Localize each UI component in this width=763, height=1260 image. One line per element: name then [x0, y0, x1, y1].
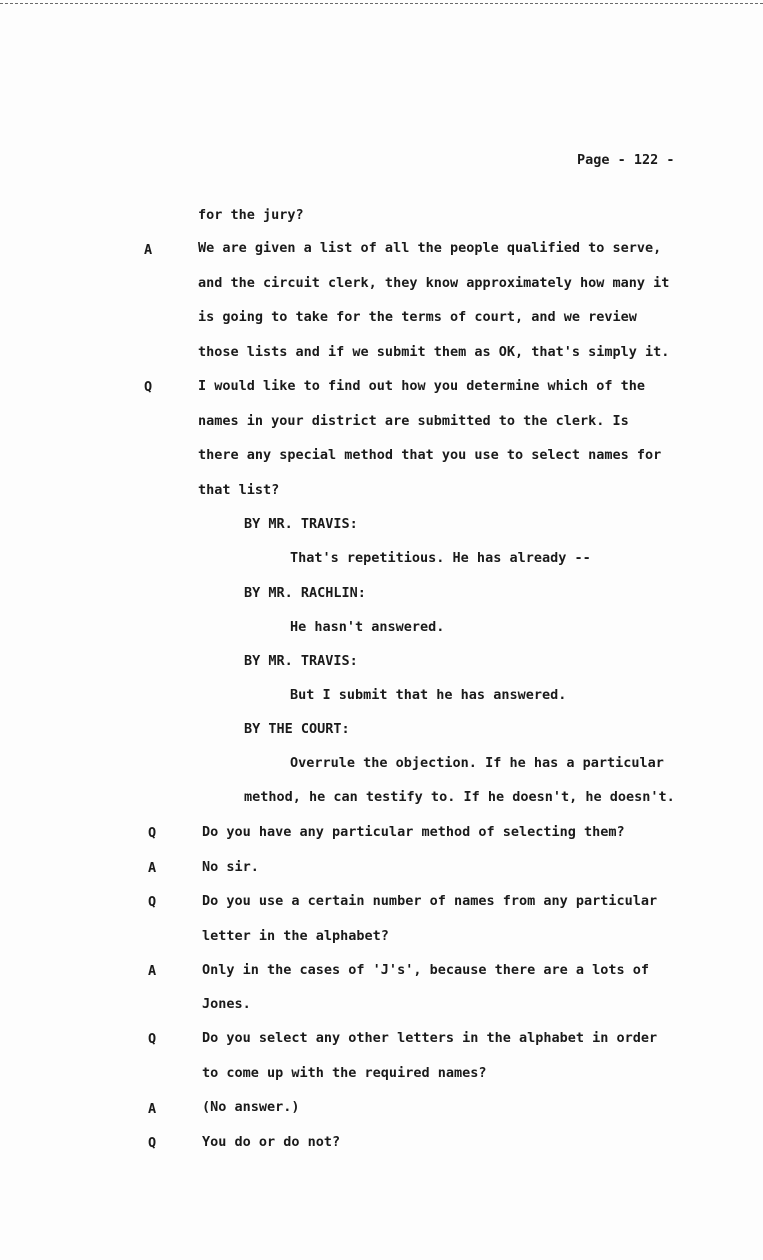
transcript-line: You do or do not?	[202, 1134, 341, 1150]
transcript-line: Do you select any other letters in the alphabet in order	[202, 1030, 658, 1046]
transcript-line: Overrule the objection. If he has a particular	[290, 755, 664, 771]
speaker-marker: A	[144, 242, 153, 258]
transcript-line: But I submit that he has answered.	[290, 687, 567, 703]
speaker-marker: Q	[148, 1135, 157, 1151]
transcript-line: there any special method that you use to select names for	[198, 447, 662, 463]
speaker-heading: BY THE COURT:	[244, 721, 350, 737]
speaker-heading: BY MR. TRAVIS:	[244, 516, 358, 532]
transcript-line: those lists and if we submit them as OK, that's simply it.	[198, 344, 670, 360]
transcript-line: letter in the alphabet?	[202, 928, 389, 944]
speaker-heading: BY MR. TRAVIS:	[244, 653, 358, 669]
transcript-line: method, he can testify to. If he doesn't, he doesn't.	[244, 789, 675, 805]
speaker-marker: Q	[144, 379, 153, 395]
transcript-line: He hasn't answered.	[290, 619, 445, 635]
transcript-line: names in your district are submitted to the clerk. Is	[198, 413, 629, 429]
transcript-line: for the jury?	[198, 207, 304, 223]
transcript-line: is going to take for the terms of court, and we review	[198, 309, 637, 325]
transcript-line: I would like to find out how you determine which of the	[198, 378, 646, 394]
speaker-marker: Q	[148, 1031, 157, 1047]
transcript-line: No sir.	[202, 859, 259, 875]
transcript-line: Jones.	[202, 996, 251, 1012]
transcript-line: Do you use a certain number of names from any particular	[202, 893, 658, 909]
transcript-line: Only in the cases of 'J's', because there are a lots of	[202, 962, 650, 978]
transcript-line: Do you have any particular method of selecting them?	[202, 824, 625, 840]
transcript-line: and the circuit clerk, they know approximately how many it	[198, 275, 670, 291]
speaker-heading: BY MR. RACHLIN:	[244, 585, 366, 601]
speaker-marker: Q	[148, 894, 157, 910]
speaker-marker: A	[148, 860, 157, 876]
transcript-line: (No answer.)	[202, 1099, 300, 1115]
speaker-marker: A	[148, 963, 157, 979]
transcript-line: that list?	[198, 482, 280, 498]
page-number: Page - 122 -	[577, 152, 675, 168]
speaker-marker: A	[148, 1101, 157, 1117]
transcript-line: to come up with the required names?	[202, 1065, 487, 1081]
top-edge-rule	[0, 3, 763, 4]
speaker-marker: Q	[148, 825, 157, 841]
transcript-line: That's repetitious. He has already --	[290, 550, 591, 566]
transcript-line: We are given a list of all the people qualified to serve,	[198, 240, 662, 256]
